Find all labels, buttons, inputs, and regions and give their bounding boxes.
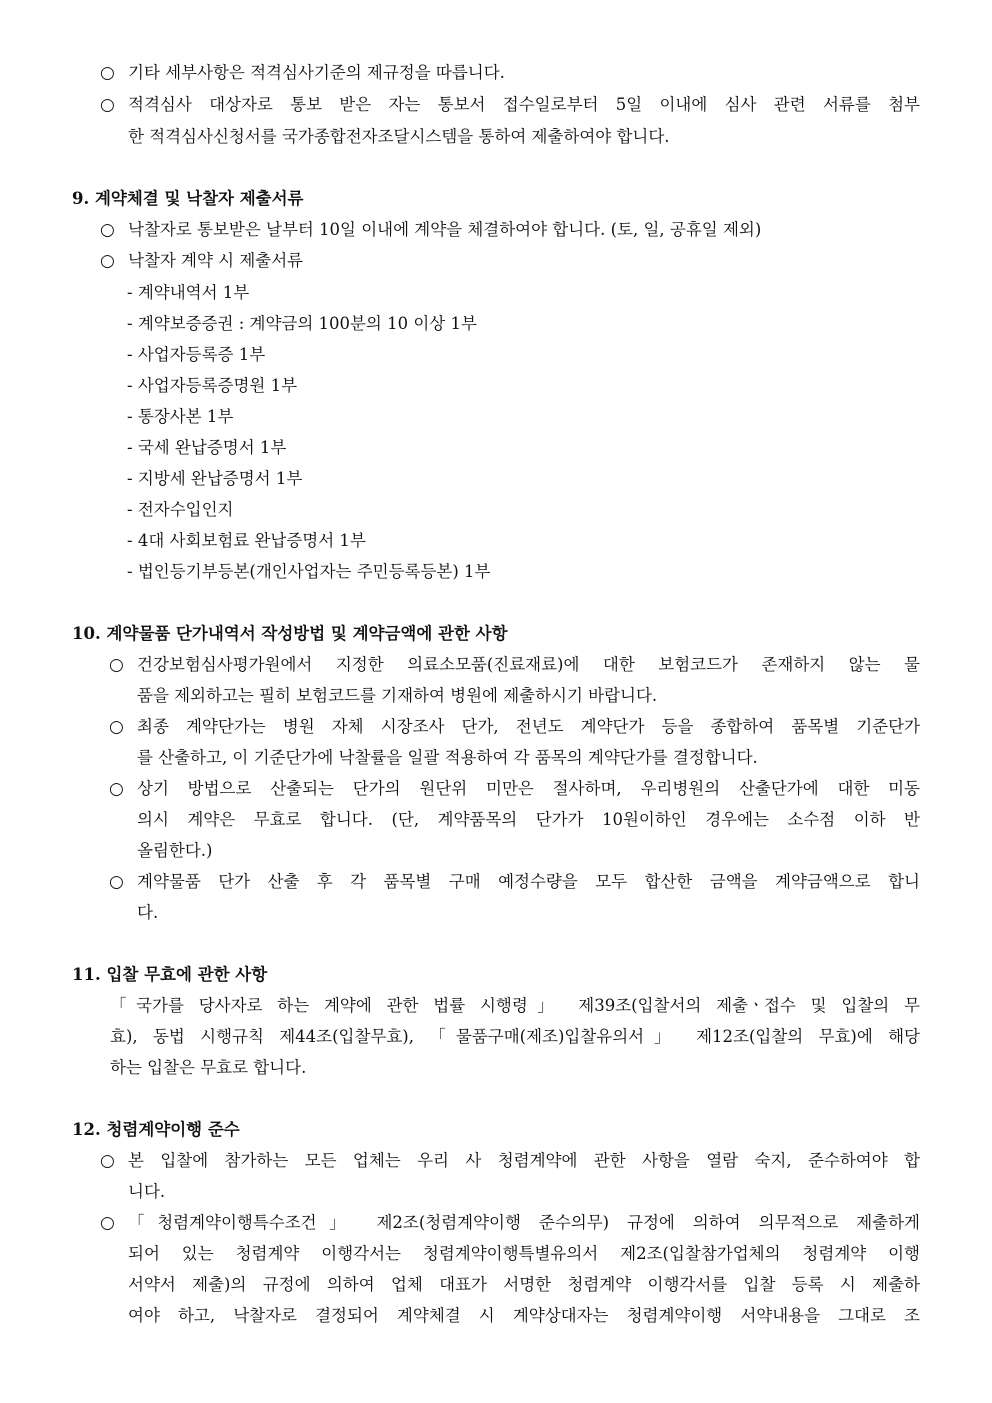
sec10-bullet-3-line-1: 상기 방법으로 산출되는 단가의 원단위 미만은 절사하며, 우리병원의 산출단가에 대한 미동 bbox=[137, 779, 920, 798]
sec9-doc-item: - 법인등기부등본(개인사업자는 주민등록등본) 1부 bbox=[127, 562, 491, 581]
bullet-icon: ○ bbox=[100, 1213, 115, 1233]
sec10-bullet-1-line-2: 품을 제외하고는 필히 보험코드를 기재하여 병원에 제출하시기 바랍니다. bbox=[137, 686, 658, 705]
sec10-bullet-3-line-2: 의시 계약은 무효로 합니다. (단, 계약품목의 단가가 10원이하인 경우에는 소수점 이하 반 bbox=[137, 810, 920, 829]
sec12-bullet-2-line-1: 「청렴계약이행특수조건」 제2조(청렴계약이행 준수의무) 규정에 의하여 의무적으로 제출하게 bbox=[128, 1213, 920, 1232]
sec10-bullet-4-line-1: 계약물품 단가 산출 후 각 품목별 구매 예정수량을 모두 합산한 금액을 계약금액으로 합니 bbox=[137, 872, 920, 891]
section-12-heading: 12. 청렴계약이행 준수 bbox=[72, 1120, 240, 1139]
sec12-bullet-2-line-3: 서약서 제출)의 규정에 의하여 업체 대표가 서명한 청렴계약 이행각서를 입찰 등록 시 제출하 bbox=[128, 1275, 920, 1294]
bullet-icon: ○ bbox=[100, 95, 115, 115]
sec9-bullet-1: 낙찰자로 통보받은 날부터 10일 이내에 계약을 체결하여야 합니다. (토, 일, 공휴일 제외) bbox=[128, 220, 762, 239]
sec10-bullet-2-line-2: 를 산출하고, 이 기준단가에 낙찰률을 일괄 적용하여 각 품목의 계약단가를 결정합니다. bbox=[137, 748, 758, 767]
sec10-bullet-2-line-1: 최종 계약단가는 병원 자체 시장조사 단가, 전년도 계약단가 등을 종합하여 품목별 기준단가 bbox=[137, 717, 920, 736]
sec12-bullet-2-line-4: 여야 하고, 낙찰자로 결정되어 계약체결 시 계약상대자는 청렴계약이행 서약내용을 그대로 조 bbox=[128, 1306, 920, 1325]
sec10-bullet-3-line-3: 올림한다.) bbox=[137, 841, 213, 860]
sec9-doc-item: - 전자수입인지 bbox=[127, 500, 234, 519]
sec12-bullet-2-line-2: 되어 있는 청렴계약 이행각서는 청렴계약이행특별유의서 제2조(입찰참가업체의 청렴계약 이행 bbox=[128, 1244, 920, 1263]
sec9-doc-item: - 계약보증증권 : 계약금의 100분의 10 이상 1부 bbox=[127, 314, 477, 333]
sec9-doc-item: - 지방세 완납증명서 1부 bbox=[127, 469, 303, 488]
sec11-paragraph-line-2: 효), 동법 시행규칙 제44조(입찰무효), 「물품구매(제조)입찰유의서」 제12조(입찰의 무효)에 해당 bbox=[110, 1027, 920, 1046]
bullet-icon: ○ bbox=[109, 717, 124, 737]
sec9-doc-item: - 사업자등록증 1부 bbox=[127, 345, 266, 364]
sec8-bullet-2-line-1: 적격심사 대상자로 통보 받은 자는 통보서 접수일로부터 5일 이내에 심사 관련 서류를 첨부 bbox=[128, 95, 920, 114]
bullet-icon: ○ bbox=[109, 655, 124, 675]
bullet-icon: ○ bbox=[100, 251, 115, 271]
sec10-bullet-4-line-2: 다. bbox=[137, 903, 159, 922]
sec9-doc-item: - 국세 완납증명서 1부 bbox=[127, 438, 287, 457]
section-11-heading: 11. 입찰 무효에 관한 사항 bbox=[72, 965, 268, 984]
section-10-heading: 10. 계약물품 단가내역서 작성방법 및 계약금액에 관한 사항 bbox=[72, 624, 508, 643]
sec8-bullet-2-line-2: 한 적격심사신청서를 국가종합전자조달시스템을 통하여 제출하여야 합니다. bbox=[128, 127, 670, 146]
sec12-bullet-1-line-1: 본 입찰에 참가하는 모든 업체는 우리 사 청렴계약에 관한 사항을 열람 숙지, 준수하여야 합 bbox=[128, 1151, 920, 1170]
bullet-icon: ○ bbox=[100, 63, 115, 83]
sec9-doc-item: - 4대 사회보험료 완납증명서 1부 bbox=[127, 531, 366, 550]
bullet-icon: ○ bbox=[100, 220, 115, 240]
sec9-doc-item: - 통장사본 1부 bbox=[127, 407, 234, 426]
sec9-doc-item: - 사업자등록증명원 1부 bbox=[127, 376, 298, 395]
sec11-paragraph-line-1: 「국가를 당사자로 하는 계약에 관한 법률 시행령」 제39조(입찰서의 제출ㆍ접수 및 입찰의 무 bbox=[110, 996, 920, 1015]
sec11-paragraph-line-3: 하는 입찰은 무효로 합니다. bbox=[110, 1058, 307, 1077]
bullet-icon: ○ bbox=[109, 872, 124, 892]
sec10-bullet-1-line-1: 건강보험심사평가원에서 지정한 의료소모품(진료재료)에 대한 보험코드가 존재하지 않는 물 bbox=[137, 655, 920, 674]
sec9-doc-item: - 계약내역서 1부 bbox=[127, 283, 250, 302]
bullet-icon: ○ bbox=[100, 1151, 115, 1171]
section-9-heading: 9. 계약체결 및 낙찰자 제출서류 bbox=[72, 189, 304, 208]
sec9-bullet-2: 낙찰자 계약 시 제출서류 bbox=[128, 251, 304, 270]
sec12-bullet-1-line-2: 니다. bbox=[128, 1182, 166, 1201]
bullet-icon: ○ bbox=[109, 779, 124, 799]
sec8-bullet-1: 기타 세부사항은 적격심사기준의 제규정을 따릅니다. bbox=[128, 63, 505, 82]
